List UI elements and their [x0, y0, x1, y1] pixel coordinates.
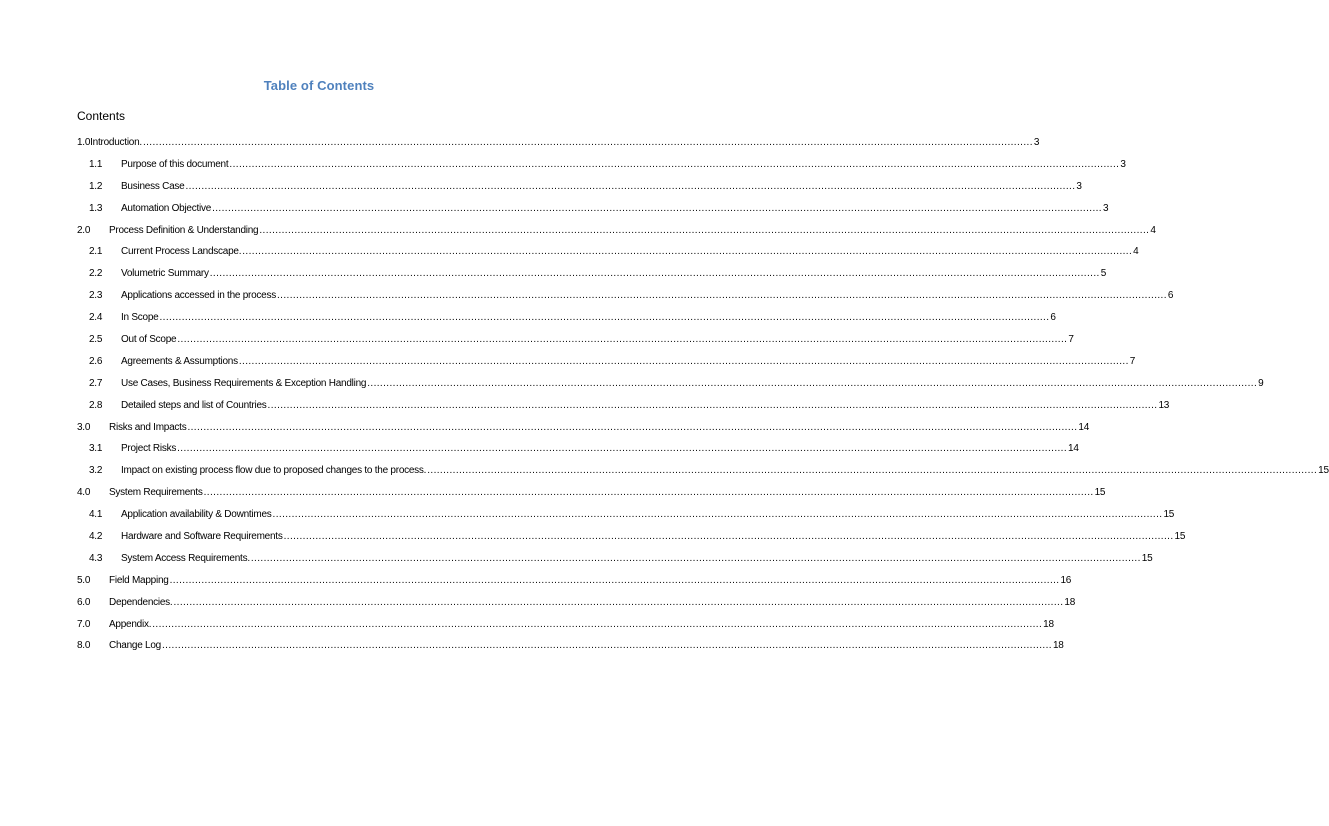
toc-entry[interactable] [0, 202, 1109, 224]
toc-entry-number: 8.0 [77, 640, 91, 652]
toc-entry-title[interactable]: Agreements & Assumptions [121, 355, 238, 367]
toc-entry[interactable] [0, 311, 1056, 333]
toc-entry-page-number: 9 [1258, 377, 1264, 389]
toc-entry[interactable] [0, 442, 1079, 464]
toc-entry-title[interactable]: System Requirements [109, 487, 203, 499]
toc-dot-leader [239, 355, 1129, 369]
toc-entry-page-number: 3 [1103, 202, 1109, 214]
toc-dot-leader [259, 224, 1149, 238]
toc-entry-title[interactable]: Current Process Landscape. [121, 246, 242, 258]
toc-entry-page-number: 15 [1174, 531, 1186, 543]
toc-entry-page-number: 4 [1133, 246, 1139, 258]
toc-entry-title[interactable]: In Scope [121, 312, 159, 324]
toc-entry-number: 4.0 [77, 487, 91, 499]
toc-entry-title[interactable]: Change Log [109, 640, 161, 652]
toc-entry-page-number: 7 [1129, 355, 1136, 367]
toc-entry-page-number: 15 [1141, 552, 1153, 564]
toc-dot-leader [162, 639, 1052, 653]
toc-dot-leader [173, 596, 1063, 610]
toc-title: Table of Contents [263, 78, 375, 93]
toc-entry-number: 1.3 [89, 202, 103, 214]
toc-entry[interactable] [0, 158, 1126, 180]
toc-dot-leader [277, 289, 1167, 303]
toc-entry-title[interactable]: Hardware and Software Requirements [121, 531, 283, 543]
toc-entry[interactable] [0, 464, 1329, 486]
toc-entry-title[interactable]: Project Risks [121, 443, 177, 455]
toc-dot-leader [170, 574, 1060, 588]
toc-dot-leader [284, 530, 1174, 544]
toc-entry-number: 2.2 [89, 268, 103, 280]
toc-entry-title[interactable]: Risks and Impacts [109, 421, 187, 433]
toc-dot-leader [273, 508, 1163, 522]
toc-dot-leader [367, 377, 1257, 391]
toc-dot-leader [143, 136, 1033, 150]
toc-entry-page-number: 18 [1064, 596, 1076, 608]
toc-entry[interactable] [0, 245, 1139, 267]
toc-dot-leader [242, 245, 1132, 259]
toc-entry-page-number: 3 [1033, 137, 1040, 148]
toc-entry-page-number: 5 [1100, 268, 1106, 280]
toc-entry-number: 2.6 [89, 355, 103, 367]
toc-entry-title[interactable]: Out of Scope [121, 334, 177, 346]
toc-entry-title[interactable]: Automation Objective [121, 202, 212, 214]
toc-dot-leader [251, 552, 1141, 566]
toc-dot-leader [185, 180, 1075, 194]
toc-entry-number: 2.0 [77, 224, 91, 236]
toc-entry-title[interactable]: Application availability & Downtimes [121, 509, 272, 521]
toc-entry-title[interactable]: Business Case [121, 180, 185, 192]
toc-entry-page-number: 6 [1167, 290, 1174, 302]
toc-entry-page-number: 13 [1158, 399, 1170, 411]
toc-entry-number: 2.5 [89, 334, 103, 346]
toc-entry-number: 2.8 [89, 399, 103, 411]
toc-entry-number: 3.0 [77, 421, 91, 433]
toc-entry[interactable] [0, 596, 1076, 618]
toc-entry[interactable] [0, 552, 1153, 574]
toc-dot-leader [204, 486, 1094, 500]
toc-dot-leader [187, 421, 1077, 435]
toc-entry[interactable] [0, 377, 1264, 399]
toc-dot-leader [152, 618, 1042, 632]
toc-entry-page-number: 16 [1060, 574, 1072, 586]
toc-dot-leader [268, 399, 1158, 413]
toc-entry-page-number: 4 [1150, 224, 1156, 236]
toc-list [0, 136, 1329, 661]
toc-entry[interactable] [0, 289, 1174, 311]
toc-entry-number: 1.2 [89, 180, 103, 192]
toc-dot-leader [159, 311, 1049, 325]
toc-entry-number: 2.1 [89, 246, 103, 258]
toc-entry-number: 7.0 [77, 618, 91, 630]
toc-entry-title[interactable]: Process Definition & Understanding [109, 224, 259, 236]
toc-entry-number: 4.3 [89, 552, 103, 564]
toc-entry[interactable] [0, 399, 1170, 421]
toc-entry-title[interactable]: Appendix. [109, 618, 152, 630]
toc-entry-number: 3.2 [89, 465, 103, 477]
toc-entry-title[interactable]: System Access Requirements. [121, 552, 250, 564]
toc-dot-leader [177, 442, 1067, 456]
toc-entry-title[interactable]: Applications accessed in the process [121, 290, 276, 302]
toc-entry-number: 6.0 [77, 596, 91, 608]
toc-entry-number: 2.7 [89, 377, 103, 389]
toc-entry-number: 2.3 [89, 290, 103, 302]
toc-entry[interactable] [0, 530, 1186, 552]
toc-entry-title[interactable]: Dependencies. [109, 596, 173, 608]
toc-entry[interactable] [0, 224, 1156, 246]
toc-entry-number: 2.4 [89, 312, 103, 324]
toc-entry-page-number: 18 [1043, 618, 1054, 630]
toc-entry-page-number: 3 [1076, 180, 1082, 192]
toc-entry-page-number: 6 [1050, 312, 1056, 324]
toc-entry-number: 4.2 [89, 531, 103, 543]
toc-entry-page-number: 7 [1068, 334, 1074, 346]
toc-entry[interactable] [0, 618, 1054, 640]
toc-entry[interactable] [0, 486, 1106, 508]
toc-dot-leader [210, 267, 1100, 281]
toc-entry-title[interactable]: Purpose of this document [121, 158, 229, 170]
toc-entry-title[interactable]: Introduction. [90, 137, 142, 148]
toc-entry-number: 1.0 [77, 137, 91, 148]
toc-entry[interactable] [0, 267, 1106, 289]
toc-entry-page-number: 3 [1120, 158, 1126, 170]
contents-heading: Contents [77, 109, 126, 123]
toc-entry-page-number: 15 [1318, 465, 1329, 477]
toc-entry-page-number: 18 [1052, 640, 1064, 652]
toc-dot-leader [427, 464, 1317, 478]
toc-entry-page-number: 14 [1068, 443, 1079, 455]
toc-entry-page-number: 15 [1094, 487, 1106, 499]
toc-entry-page-number: 15 [1163, 509, 1175, 521]
toc-entry-title[interactable]: Detailed steps and list of Countries [121, 399, 267, 411]
toc-dot-leader [212, 202, 1102, 216]
toc-entry[interactable] [0, 333, 1074, 355]
toc-entry[interactable] [0, 421, 1090, 443]
toc-entry-page-number: 14 [1078, 421, 1090, 433]
toc-entry-title[interactable]: Field Mapping [109, 574, 169, 586]
toc-entry[interactable] [0, 355, 1136, 377]
toc-entry-number: 3.1 [89, 443, 103, 455]
toc-entry[interactable] [0, 639, 1064, 661]
toc-dot-leader [229, 158, 1119, 172]
toc-entry[interactable] [0, 574, 1072, 596]
toc-entry-number: 4.1 [89, 509, 103, 521]
toc-entry-number: 5.0 [77, 574, 91, 586]
toc-entry[interactable] [0, 508, 1175, 530]
toc-entry[interactable] [0, 180, 1082, 202]
toc-entry[interactable] [0, 136, 1040, 158]
toc-entry-title[interactable]: Use Cases, Business Requirements & Exception Handling [121, 377, 367, 389]
toc-entry-title[interactable]: Impact on existing process flow due to proposed changes to the process. [121, 465, 427, 477]
toc-entry-number: 1.1 [89, 158, 103, 170]
toc-entry-title[interactable]: Volumetric Summary [121, 268, 209, 280]
toc-dot-leader [177, 333, 1067, 347]
